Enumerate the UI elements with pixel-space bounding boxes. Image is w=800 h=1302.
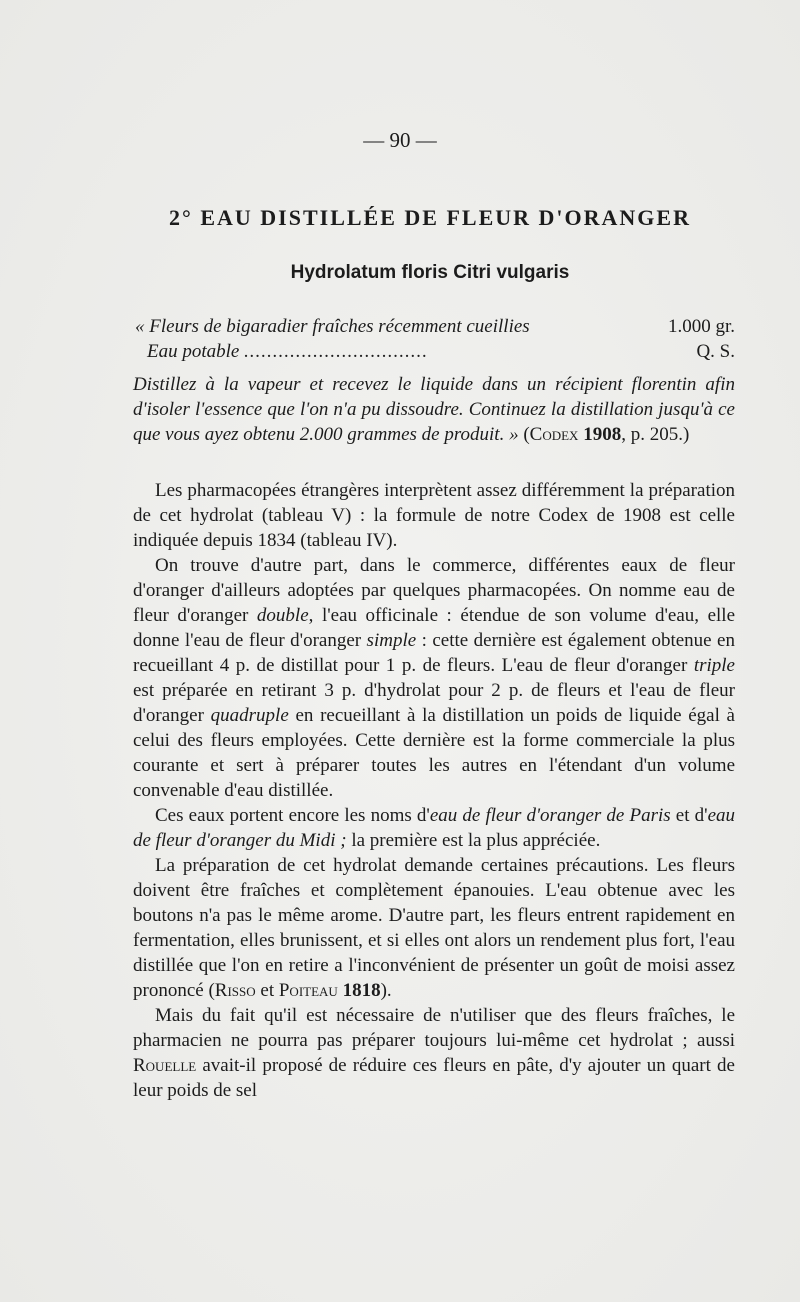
page-number: — 90 — <box>363 128 437 152</box>
codex-year: 1908 <box>583 424 622 445</box>
paragraph-pharmacopoeias: Les pharmacopées étrangères interprètent assez différemment la préparation de cet hydrolat (tableau V) : la formule de notre Codex de 1908 est celle indiquée depuis 1834 (tableau IV). <box>133 480 735 551</box>
recipe-ingredient: « Fleurs de bigaradier fraîches récemment cueillies <box>135 316 530 337</box>
paragraph-fresh-flowers: Mais du fait qu'il est nécessaire de n'utiliser que des fleurs fraîches, le pharmacien ne pourra pas préparer toujours lui-même cet hydrolat ; aussi Rouelle avait-il proposé de réduire ces fleurs en pâte, d'y ajouter un quart de leur poids de sel <box>133 1005 735 1101</box>
paragraph-names: Ces eaux portent encore les noms d'eau de fleur d'oranger de Paris et d'eau de fleur d'oranger du Midi ; la première est la plus appréciée. <box>133 805 735 851</box>
latin-subheading: Hydrolatum floris Citri vulgaris <box>290 262 570 283</box>
distillation-instructions: Distillez à la vapeur et recevez le liquide dans un récipient florentin afin d'isoler l'essence que l'on n'a pu dissoudre. Continuez la distillation jusqu'à ce que vous ayez obtenu 2.000 grammes de produit. » (Codex 1908, p. 205.) <box>133 374 735 445</box>
codex-reference: Codex <box>529 424 579 445</box>
recipe-quantity: 1.000 gr. <box>667 316 735 337</box>
recipe-quantity: Q. S. <box>696 341 735 362</box>
paragraph-precautions: La préparation de cet hydrolat demande certaines précautions. Les fleurs doivent être fraîches et complètement épanouies. L'eau obtenue avec les boutons n'a pas le même arome. D'autre part, les fleurs entrent rapidement en fermentation, elles brunissent, et si elles ont alors un rendement plus fort, l'eau distillée que l'on en retire a l'inconvénient de présenter un goût de moisi assez prononcé (Risso et Poiteau 1818). <box>133 855 735 1001</box>
leader-dots: ................................ <box>244 341 429 362</box>
section-heading: 2° EAU DISTILLÉE DE FLEUR D'ORANGER <box>169 205 691 230</box>
recipe-line-flowers <box>135 316 735 338</box>
paragraph-commercial-waters: On trouve d'autre part, dans le commerce, différentes eaux de fleur d'oranger d'ailleurs adoptées par quelques pharmacopées. On nomme eau de fleur d'oranger double, l'eau officinale : étendue de son volume d'eau, elle donne l'eau de fleur d'oranger simple : cette dernière est également obtenue en recueillant 4 p. de distillat pour 1 p. de fleurs. L'eau de fleur d'oranger triple est préparée en retirant 3 p. d'hydrolat pour 2 p. de fleurs et l'eau de fleur d'oranger quadruple en recueillant à la distillation un poids de liquide égal à celui des fleurs employées. Cette dernière est la forme commerciale la plus courante et sert à préparer toutes les autres en l'étendant d'un volume convenable d'eau distillée. <box>133 555 736 801</box>
body-text <box>133 478 735 1103</box>
recipe-line-water <box>135 341 735 363</box>
instructions-text: Distillez à la vapeur et recevez le liquide dans un récipient florentin afin d'isoler l'essence que l'on n'a pu dissoudre. Continuez la distillation jusqu'à ce que vous ayez obtenu 2.000 grammes de produit. » <box>133 374 735 445</box>
recipe-ingredient: Eau potable <box>147 341 240 362</box>
